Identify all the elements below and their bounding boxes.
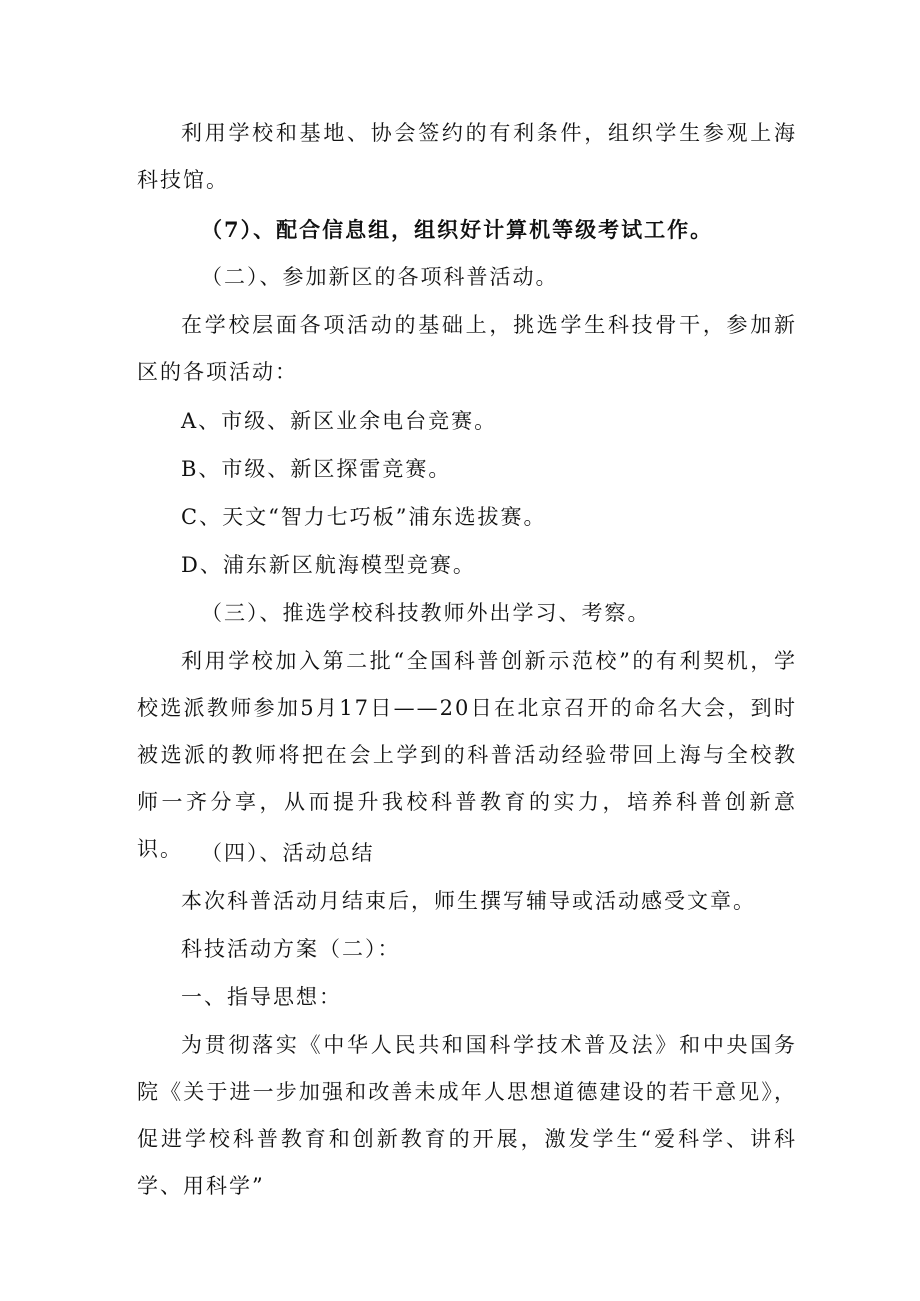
plan-two-title: 科技活动方案（二）： [181,937,401,961]
paragraph-summary: 本次科普活动月结束后，师生撰写辅导或活动感受文章。 [181,889,756,913]
section-heading-2: （二）、参加新区的各项科普活动。 [201,265,559,289]
list-item-d: D、浦东新区航海模型竞赛。 [181,553,476,577]
paragraph-visit-science-museum: 利用学校和基地、协会签约的有利条件，组织学生参观上海科技馆。 [137,121,797,192]
list-item-b: B、市级、新区探雷竞赛。 [181,457,452,481]
guiding-ideology-heading: 一、指导思想： [181,985,342,1009]
paragraph-guiding-ideology: 为贯彻落实《中华人民共和国科学技术普及法》和中央国务院《关于进一步加强和改善未成年人思想道德建设的若干意见》，促进学校科普教育和创新教育的开展，激发学生“爱科学、讲科学、用科学” [137,1033,797,1198]
paragraph-teacher-selection: 利用学校加入第二批“全国科普创新示范校”的有利契机，学校选派教师参加5月17日——20日在北京召开的命名大会，到时被选派的教师将把在会上学到的科普活动经验带回上海与全校教师一齐分享，从而提升我校科普教育的实力，培养科普创新意识。 [137,649,797,861]
list-item-c: C、天文“智力七巧板”浦东选拔赛。 [181,505,547,529]
paragraph-new-district-activities: 在学校层面各项活动的基础上，挑选学生科技骨干，参加新区的各项活动： [137,313,797,384]
item-computer-exam: （7）、配合信息组，组织好计算机等级考试工作。 [201,217,714,242]
list-item-a: A、市级、新区业余电台竞赛。 [181,409,498,433]
section-heading-3: （三）、推选学校科技教师外出学习、考察。 [201,601,651,625]
section-heading-4: （四）、活动总结 [201,841,375,865]
